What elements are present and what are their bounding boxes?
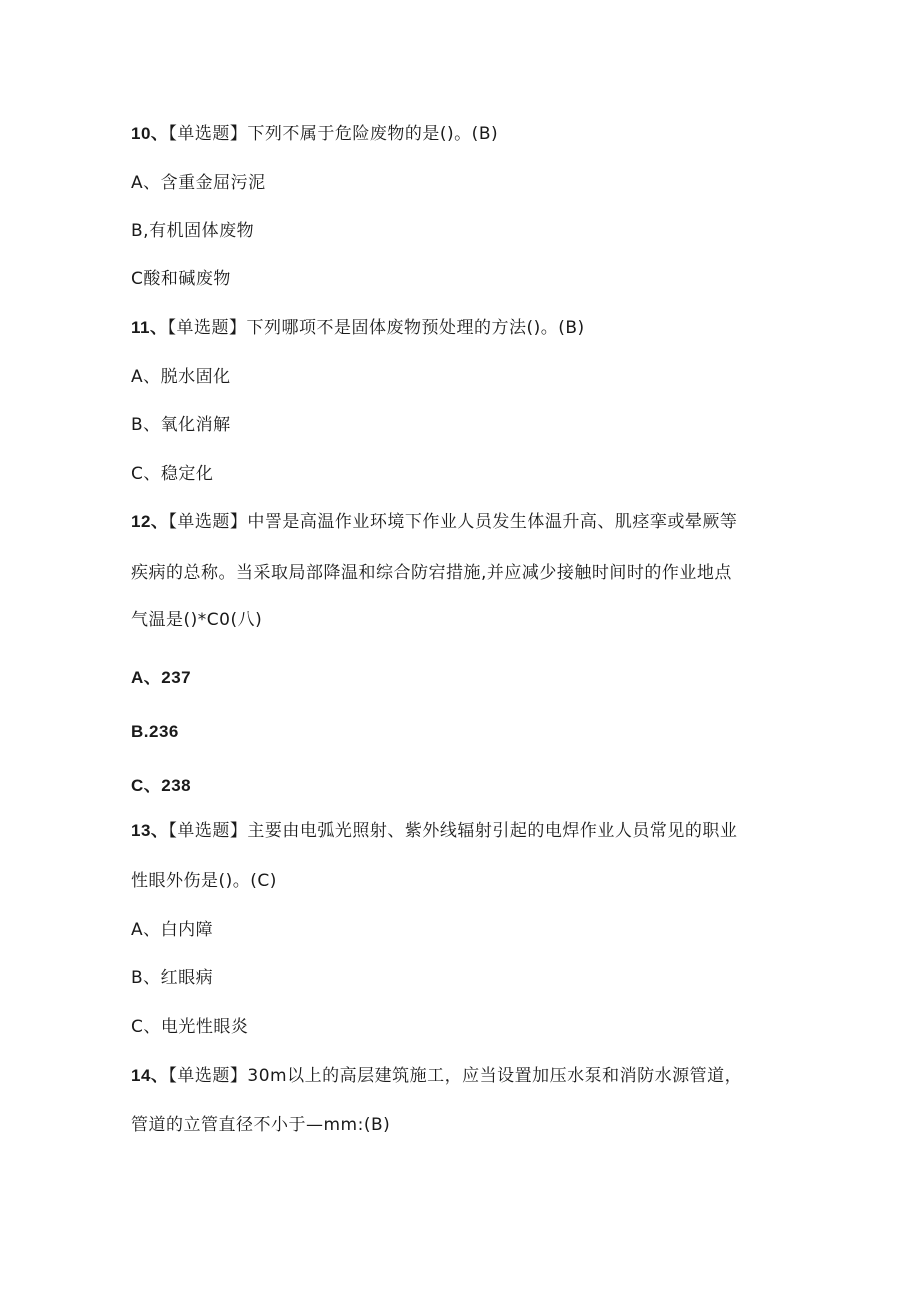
question-text: 下列哪项不是固体废物预处理的方法()。(B) bbox=[246, 318, 585, 338]
question-12-stem bbox=[131, 510, 737, 534]
option-c: C、238 bbox=[131, 776, 192, 795]
question-text: 主要由电弧光照射、紫外线辐射引起的电焊作业人员常见的职业 bbox=[247, 821, 738, 841]
question-text: 下列不属于危险废物的是()。(B) bbox=[247, 124, 499, 144]
question-text: 中詈是高温作业环境下作业人员发生体温升高、肌痉挛或晕厥等 bbox=[247, 512, 738, 532]
question-type-tag: 【单选题】 bbox=[167, 318, 247, 338]
question-13-stem bbox=[131, 819, 737, 843]
question-text: 30m以上的高层建筑施工，应当设置加压水泵和消防水源管道， bbox=[247, 1066, 743, 1086]
question-14-stem bbox=[131, 1064, 742, 1088]
question-type-tag: 【单选题】 bbox=[168, 124, 248, 144]
option-b: B、红眼病 bbox=[131, 968, 214, 988]
question-type-tag: 【单选题】 bbox=[168, 821, 248, 841]
option-b: B,有机固体废物 bbox=[131, 221, 255, 241]
question-type-tag: 【单选题】 bbox=[168, 512, 248, 532]
option-c: C、稳定化 bbox=[131, 464, 214, 484]
question-11-stem bbox=[131, 316, 585, 340]
question-number: 12、 bbox=[131, 512, 169, 531]
question-10-stem bbox=[131, 122, 498, 146]
question-number: 13、 bbox=[131, 821, 169, 840]
option-a: A、含重金屈污泥 bbox=[131, 173, 266, 193]
question-text-line: 管道的立管直径不小于—mm:(B) bbox=[131, 1115, 391, 1135]
question-number: 11、 bbox=[131, 318, 168, 337]
question-text-line: 气温是()*C0(八) bbox=[131, 610, 263, 630]
option-a: A、白内障 bbox=[131, 920, 214, 940]
question-type-tag: 【单选题】 bbox=[168, 1066, 248, 1086]
question-text-line: 性眼外伤是()。(C) bbox=[131, 871, 277, 891]
option-b: B、氧化消解 bbox=[131, 415, 231, 435]
option-c: C、电光性眼炎 bbox=[131, 1017, 249, 1037]
option-c: C酸和碱废物 bbox=[131, 269, 231, 289]
option-a: A、237 bbox=[131, 668, 192, 687]
question-number: 10、 bbox=[131, 124, 169, 143]
option-b: B.236 bbox=[131, 722, 179, 741]
question-number: 14、 bbox=[131, 1066, 169, 1085]
option-a: A、脱水固化 bbox=[131, 367, 231, 387]
question-text-line: 疾病的总称。当采取局部降温和综合防宕措施,并应减少接触时间时的作业地点 bbox=[131, 563, 732, 583]
